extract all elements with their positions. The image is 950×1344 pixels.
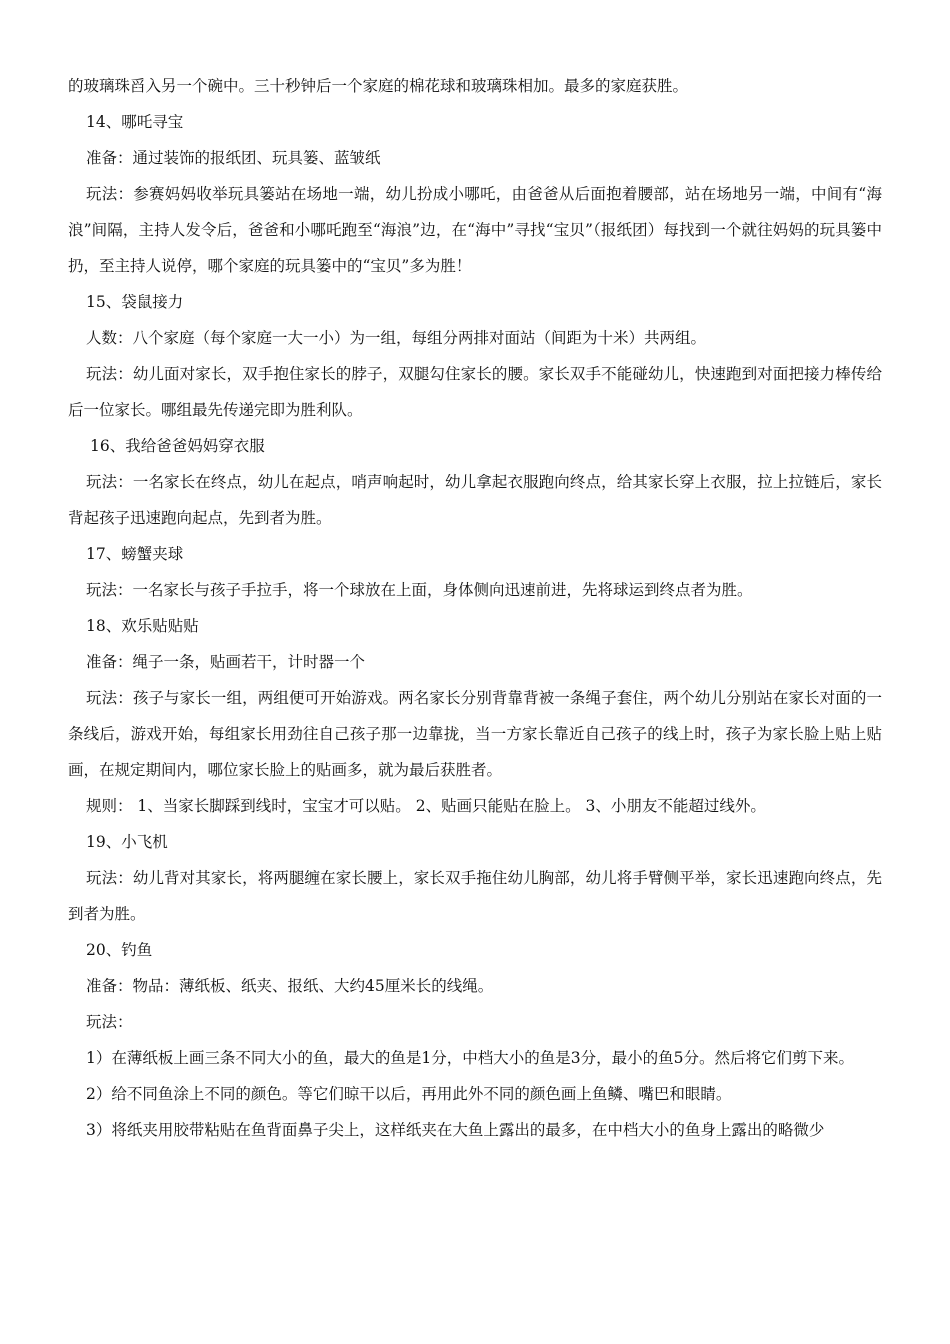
- heading-15: 15、袋鼠接力: [86, 293, 184, 311]
- paragraph-rules-18: 规则： 1、当家长脚踩到线时，宝宝才可以贴。 2、贴画只能贴在脸上。 3、小朋友不能超过线外。: [86, 797, 766, 815]
- heading-19: 19、小飞机: [86, 833, 168, 851]
- paragraph-play-17: 玩法：一名家长与孩子手拉手，将一个球放在上面，身体侧向迅速前进，先将球运到终点者为胜。: [86, 581, 753, 599]
- paragraph-step-2: 2）给不同鱼涂上不同的颜色。等它们晾干以后，再用此外不同的颜色画上鱼鳞、嘴巴和眼睛。: [86, 1085, 732, 1103]
- paragraph-play-16: 玩法：一名家长在终点，幼儿在起点，哨声响起时，幼儿拿起衣服跑向终点，给其家长穿上衣服，拉上拉链后，家长背起孩子迅速跑向起点，先到者为胜。: [68, 473, 882, 527]
- paragraph-step-3: 3）将纸夹用胶带粘贴在鱼背面鼻子尖上，这样纸夹在大鱼上露出的最多，在中档大小的鱼身上露出的略微少: [86, 1121, 825, 1139]
- heading-16: 16、我给爸爸妈妈穿衣服: [90, 437, 265, 455]
- paragraph-people-15: 人数：八个家庭（每个家庭一大一小）为一组，每组分两排对面站（间距为十米）共两组。: [86, 329, 707, 347]
- paragraph-prep-18: 准备：绳子一条，贴画若干，计时器一个: [86, 653, 366, 671]
- heading-20: 20、钓鱼: [86, 941, 153, 959]
- paragraph-play-14: 玩法：参赛妈妈收举玩具篓站在场地一端，幼儿扮成小哪吒，由爸爸从后面抱着腰部，站在场地另一端，中间有“海浪”间隔，主持人发令后，爸爸和小哪吒跑至“海浪”边，在“海中”寻找“宝贝”（报纸团）每找到一个就往妈妈的玩具篓中扔，至主持人说停，哪个家庭的玩具篓中的“宝贝”多为胜！: [68, 185, 882, 275]
- document-page: [68, 68, 882, 1148]
- paragraph-play-label-20: 玩法：: [86, 1013, 133, 1031]
- paragraph-prep-14: 准备：通过装饰的报纸团、玩具篓、蓝皱纸: [86, 149, 381, 167]
- heading-14: 14、哪吒寻宝: [86, 113, 184, 131]
- paragraph-prep-20: 准备：物品：薄纸板、纸夹、报纸、大约45厘米长的线绳。: [86, 977, 494, 995]
- paragraph-play-19: 玩法：幼儿背对其家长，将两腿缠在家长腰上，家长双手拖住幼儿胸部，幼儿将手臂侧平举，家长迅速跑向终点，先到者为胜。: [68, 869, 882, 923]
- paragraph-continuation: 的玻璃珠舀入另一个碗中。三十秒钟后一个家庭的棉花球和玻璃珠相加。最多的家庭获胜。: [68, 77, 689, 95]
- paragraph-step-1: 1）在薄纸板上画三条不同大小的鱼，最大的鱼是1分，中档大小的鱼是3分，最小的鱼5分。然后将它们剪下来。: [86, 1049, 854, 1067]
- heading-18: 18、欢乐贴贴贴: [86, 617, 199, 635]
- heading-17: 17、螃蟹夹球: [86, 545, 184, 563]
- paragraph-play-18: 玩法：孩子与家长一组，两组便可开始游戏。两名家长分别背靠背被一条绳子套住，两个幼儿分别站在家长对面的一条线后，游戏开始，每组家长用劲往自己孩子那一边靠拢，当一方家长靠近自己孩子的线上时，孩子为家长脸上贴上贴画，在规定期间内，哪位家长脸上的贴画多，就为最后获胜者。: [68, 689, 882, 779]
- paragraph-play-15: 玩法：幼儿面对家长，双手抱住家长的脖子，双腿勾住家长的腰。家长双手不能碰幼儿，快速跑到对面把接力棒传给后一位家长。哪组最先传递完即为胜利队。: [68, 365, 882, 419]
